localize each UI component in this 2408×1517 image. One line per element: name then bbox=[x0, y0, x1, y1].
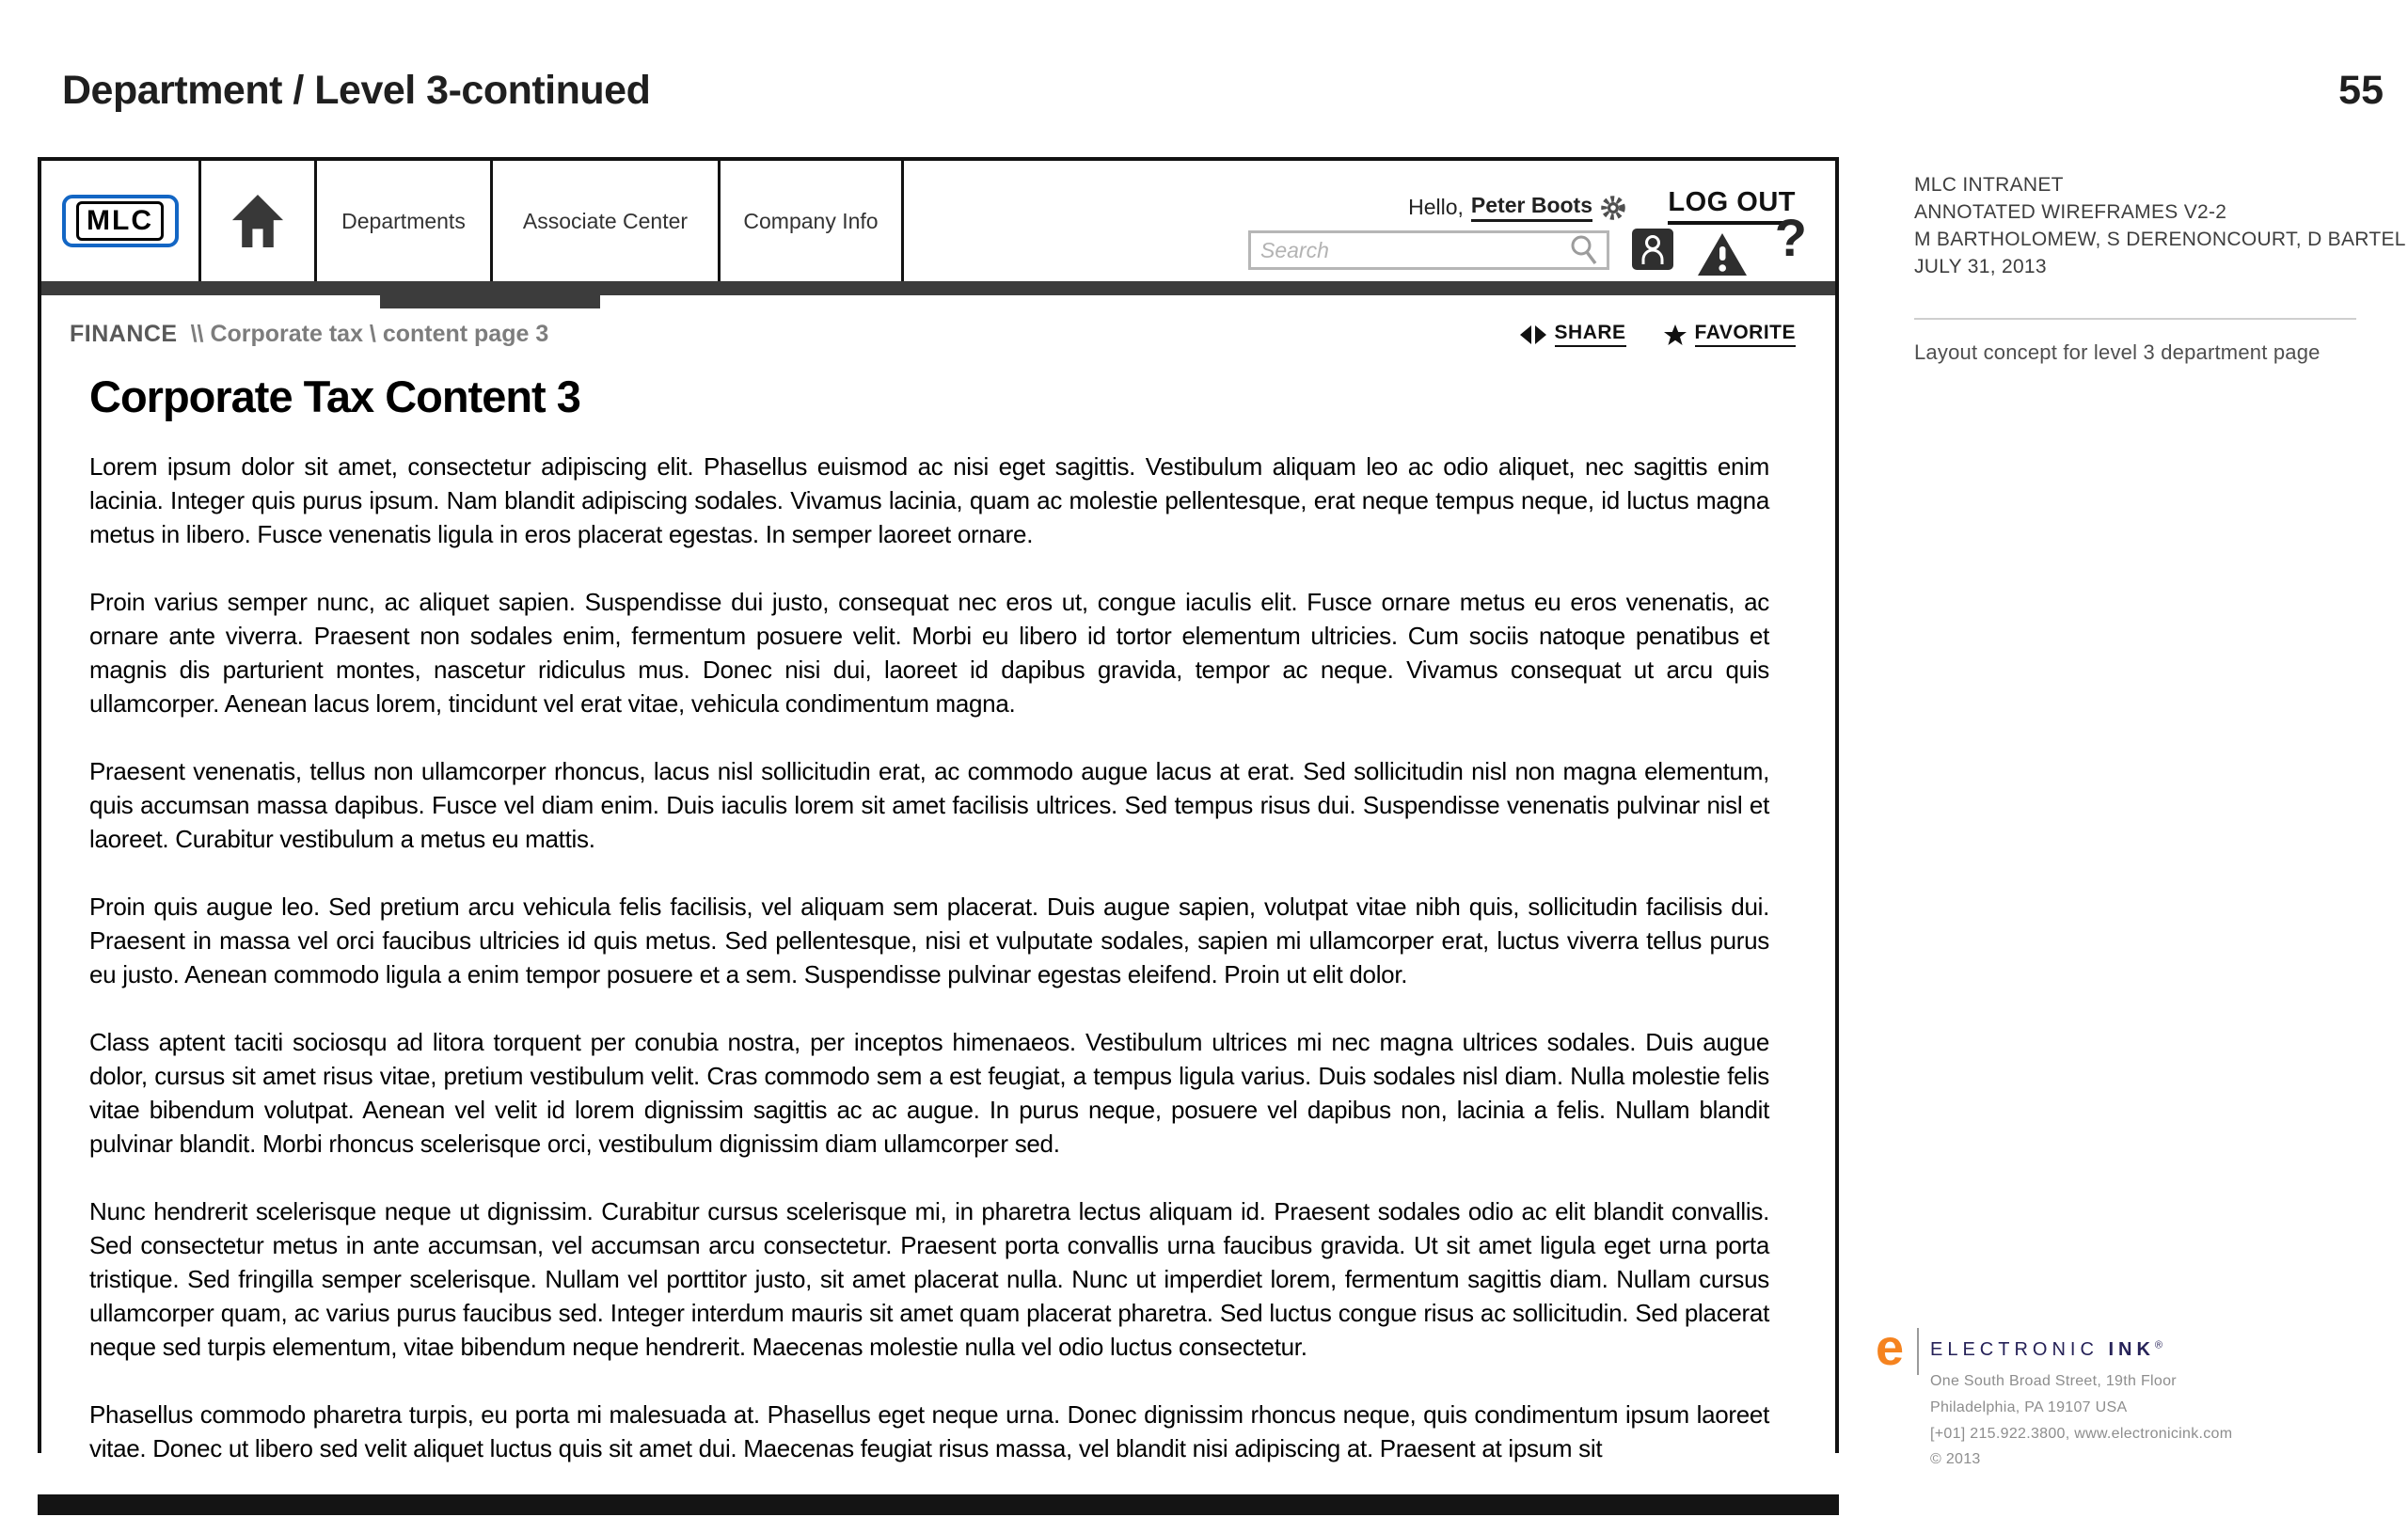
page-actions bbox=[1520, 322, 1796, 347]
breadcrumb-path: \\ Corporate tax \ content page 3 bbox=[190, 321, 549, 347]
nav-departments[interactable] bbox=[317, 161, 493, 281]
electronic-ink-name bbox=[1930, 1339, 2162, 1361]
home-icon bbox=[231, 193, 284, 249]
brand-copyright: © 2013 bbox=[1930, 1451, 1981, 1467]
share-icon bbox=[1520, 324, 1546, 345]
mlc-logo-text: MLC bbox=[76, 201, 164, 241]
wireframe-page bbox=[38, 157, 1839, 1462]
page-bottom-bar bbox=[38, 1494, 1839, 1515]
article-paragraph: Class aptent taciti sociosqu ad litora torquent per conubia nostra, per inceptos himenaeos. Vestibulum ultrices mi nec magna ultrices sodales. Duis augue dolor, cursus sit amet risus vitae, pretium vestibulum velit. Cras commodo sem a est feugiat, a tempus ligula varius. Duis sodales nisl diam. Nulla molestie felis vitae bibendum volutpat. Aenean vel velit id lorem dignissim sagittis ac ac augue. In purus neque, posuere vel dapibus non, lacinia a felis. Nullam blandit pulvinar blandit. Morbi rhoncus scelerisque orci, vestibulum dignissim diam ullamcorper sed. bbox=[89, 1027, 1769, 1158]
nav-company-info[interactable] bbox=[721, 161, 904, 281]
annotation-block bbox=[1914, 171, 2406, 280]
brand-address-line2: Philadelphia, PA 19107 USA bbox=[1930, 1399, 2128, 1415]
search-box bbox=[1248, 230, 1609, 270]
header-underline-bar bbox=[41, 281, 1835, 295]
brand-address-line1: One South Broad Street, 19th Floor bbox=[1930, 1373, 2177, 1389]
nav-associate-center-label: Associate Center bbox=[522, 208, 689, 233]
greeting-prefix: Hello, bbox=[1408, 195, 1464, 219]
brand-reg-mark: ® bbox=[2154, 1339, 2163, 1351]
annotation-date: JULY 31, 2013 bbox=[1914, 256, 2047, 277]
article-paragraph: Nunc hendrerit scelerisque neque ut dignissim. Curabitur cursus scelerisque mi, in pharetra lectus aliquam id. Praesent sodales odio ac elit blandit convallis. Sed consectetur metus in ante accumsan, vel accumsan arcu consectetur. Praesent porta convallis urna faucibus gravida. Ut sit amet ligula eget urna porta tristique. Sed fringilla semper scelerisque. Nullam vel porttitor justo, sit amet placerat nulla. Nunc ut imperdiet lorem, fermentum sagittis diam. Nullam cursus ullamcorper quam, ac varius purus faucibus sed. Integer interdum mauris sit amet quam placerat pharetra. Sed luctus congue risus ac sollicitudin. Sed placerat neque sed turpis elementum, vitae bibendum neque hendrerit. Maecenas molestie nulla vel odio luctus consectetur. bbox=[89, 1196, 1769, 1361]
article-paragraph: Praesent venenatis, tellus non ullamcorper rhoncus, lacus nisl sollicitudin erat, ac commodo augue lacus at erat. Sed sollicitudin nisl non magna elementum, quis accumsan massa dapibus. Fusce vel diam enim. Duis iaculis lorem sit amet facilisis ultrices. Sed tempus risus dui. Suspendisse venenatis pulvinar nisl et laoreet. Curabitur vestibulum a metus eu mattis. bbox=[89, 756, 1769, 853]
article-paragraph: Proin quis augue leo. Sed pretium arcu vehicula felis facilisis, vel aliquam sem placerat. Duis augue sapien, volutpat vitae nibh quis, sollicitudin facilisis dui. Praesent in massa vel orci faucibus ultricies id quis metus. Sed pellentesque, nisi et vulputate sodales, sapien mi ullamcorper erat, luctus viverra tellus purus eu justo. Aenean commodo ligula a enim tempor posuere et a sem. Suspendisse pulvinar egestas eleifend. Proin ut elit dolor. bbox=[89, 892, 1769, 988]
gear-icon[interactable] bbox=[1600, 195, 1626, 221]
mlc-logo-border bbox=[62, 195, 179, 247]
user-greeting bbox=[1408, 193, 1626, 222]
annotation-authors: M BARTHOLOMEW, S DERENONCOURT, D BARTEL bbox=[1914, 229, 2406, 250]
site-header bbox=[41, 161, 1835, 281]
electronic-ink-mark: e bbox=[1876, 1319, 1905, 1376]
logout-link[interactable]: LOG OUT bbox=[1668, 187, 1796, 225]
favorite-button[interactable] bbox=[1664, 322, 1796, 347]
favorite-label: FAVORITE bbox=[1695, 322, 1796, 347]
article bbox=[89, 372, 1769, 1465]
help-icon[interactable]: ? bbox=[1774, 208, 1807, 267]
article-title: Corporate Tax Content 3 bbox=[89, 371, 580, 421]
active-tab-indicator bbox=[380, 281, 600, 308]
share-label: SHARE bbox=[1555, 322, 1626, 347]
home-button[interactable] bbox=[201, 161, 317, 281]
brand-name-regular: ELECTRONIC bbox=[1930, 1339, 2099, 1360]
electronic-ink-divider bbox=[1917, 1328, 1919, 1375]
article-paragraph: Proin varius semper nunc, ac aliquet sapien. Suspendisse dui justo, consequat nec eros ut, congue iaculis elit. Fusce ornare metus eu eros venenatis, ac ornare ante viverra. Praesent non sodales enim, fermentum posuere velit. Morbi eu libero id tortor elementum ultricies. Cum sociis natoque penatibus et magnis dis parturient montes, nascetur ridiculus mus. Donec nisi dui, laoreet id dapibus gravida, tempor ac neque. Vivamus consequat ut arcu quis ullamcorper. Aenean lacus lorem, tincidunt vel erat vitae, vehicula condimentum magna. bbox=[89, 587, 1769, 718]
nav-company-info-label: Company Info bbox=[743, 208, 879, 233]
brand-name-bold: INK bbox=[2108, 1339, 2155, 1360]
page-title: Department / Level 3-continued bbox=[62, 68, 651, 113]
annotation-project: MLC INTRANET bbox=[1914, 174, 2064, 196]
search-input[interactable] bbox=[1259, 237, 1569, 264]
breadcrumb bbox=[70, 321, 548, 348]
breadcrumb-section[interactable]: FINANCE bbox=[70, 321, 178, 347]
annotation-note: Layout concept for level 3 department page bbox=[1914, 340, 2321, 364]
page-number: 55 bbox=[2338, 68, 2384, 113]
nav-departments-label: Departments bbox=[341, 208, 466, 233]
article-paragraph: Lorem ipsum dolor sit amet, consectetur adipiscing elit. Phasellus euismod ac nisi eget sagittis. Vestibulum aliquam leo ac odio aliquet, nec sagittis enim lacinia. Integer quis purus ipsum. Nam blandit adipiscing sodales. Vivamus lacinia, quam ac molestie pellentesque, erat neque tempus neque, id luctus magna metus in libero. Fusce venenatis ligula in eros placerat egestas. In semper laoreet ornare. bbox=[89, 451, 1769, 548]
profile-icon[interactable] bbox=[1632, 229, 1673, 270]
nav-associate-center[interactable] bbox=[493, 161, 721, 281]
search-icon[interactable] bbox=[1569, 234, 1599, 266]
annotation-divider bbox=[1914, 318, 2356, 320]
alert-icon[interactable] bbox=[1697, 232, 1748, 277]
share-button[interactable] bbox=[1520, 322, 1626, 347]
annotation-doc: ANNOTATED WIREFRAMES V2-2 bbox=[1914, 201, 2227, 223]
user-name-link[interactable]: Peter Boots bbox=[1471, 193, 1592, 222]
article-paragraph: Phasellus commodo pharetra turpis, eu porta mi malesuada at. Phasellus eget neque urna. Donec dignissim rhoncus neque, quis condimentum ipsum laoreet vitae. Donec ut libero sed velit aliquet luctus quis sit amet dui. Maecenas feugiat risus massa, vel blandit nisi adipiscing at. Praesent at ipsum sit bbox=[89, 1399, 1769, 1462]
brand-address-line3: [+01] 215.922.3800, www.electronicink.com bbox=[1930, 1426, 2233, 1442]
star-icon bbox=[1664, 324, 1687, 345]
mlc-logo[interactable] bbox=[41, 161, 201, 281]
breadcrumb-row bbox=[70, 321, 1796, 348]
